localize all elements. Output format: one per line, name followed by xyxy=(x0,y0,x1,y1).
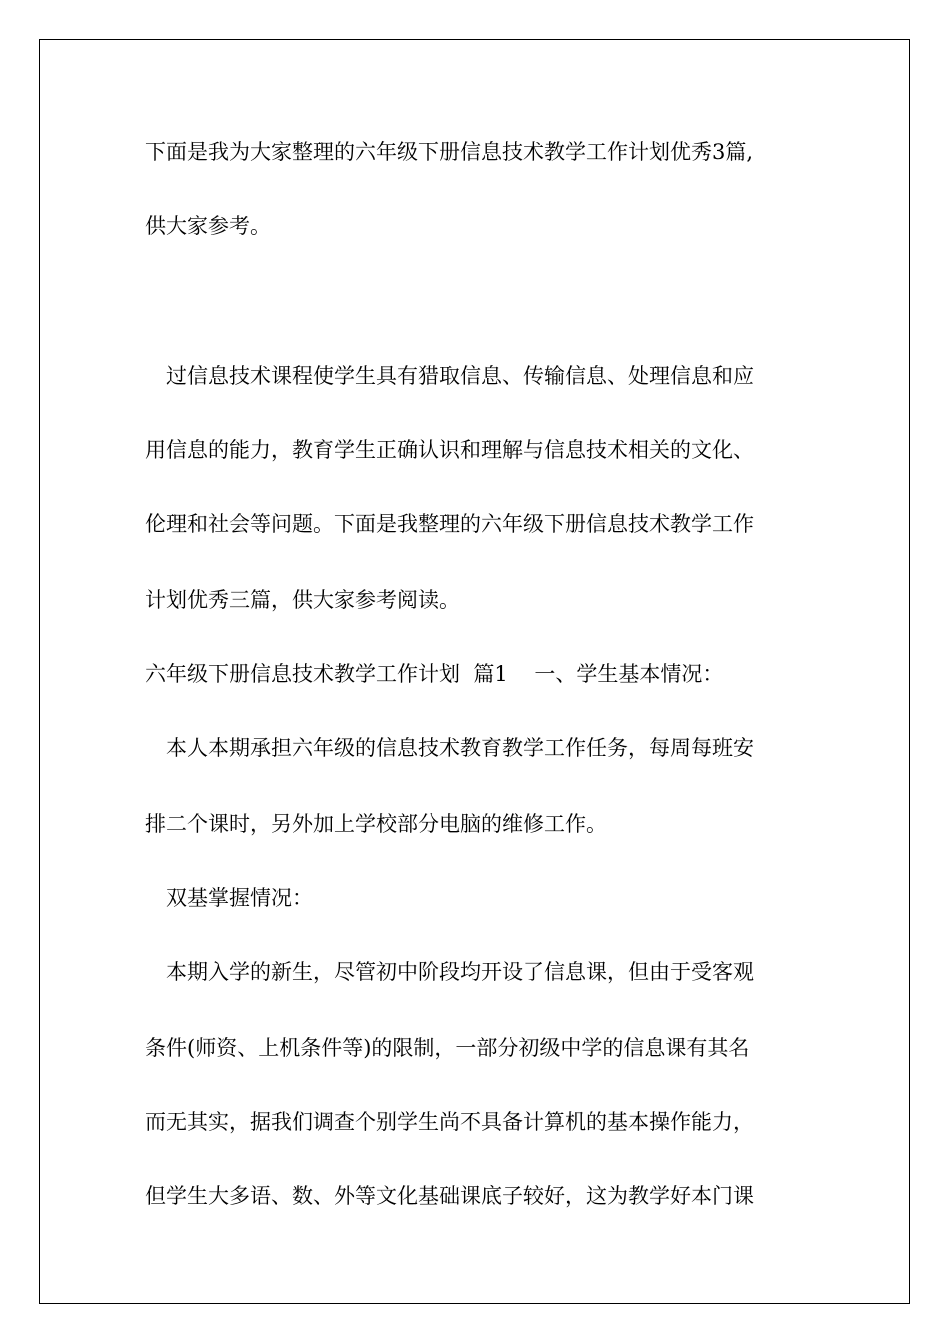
section-heading: 六年级下册信息技术教学工作计划 篇1 一、学生基本情况： xyxy=(145,662,724,686)
text-line: 而无其实，据我们调查个别学生尚不具备计算机的基本操作能力， xyxy=(145,1110,754,1134)
text-line: 下面是我为大家整理的六年级下册信息技术教学工作计划优秀3篇, xyxy=(145,140,754,164)
text-line: 计划优秀三篇，供大家参考阅读。 xyxy=(145,588,460,612)
text-line: 用信息的能力，教育学生正确认识和理解与信息技术相关的文化、 xyxy=(145,438,754,462)
text-line: 供大家参考。 xyxy=(145,214,271,238)
text-line: 伦理和社会等问题。下面是我整理的六年级下册信息技术教学工作 xyxy=(145,512,754,536)
text-line: 但学生大多语、数、外等文化基础课底子较好，这为教学好本门课 xyxy=(145,1184,754,1208)
text-line: 排二个课时，另外加上学校部分电脑的维修工作。 xyxy=(145,812,607,836)
text-line: 本期入学的新生，尽管初中阶段均开设了信息课，但由于受客观 xyxy=(166,960,754,984)
text-line: 双基掌握情况： xyxy=(166,886,313,910)
text-line: 过信息技术课程使学生具有猎取信息、传输信息、处理信息和应 xyxy=(166,364,754,388)
text-line: 条件(师资、上机条件等)的限制，一部分初级中学的信息课有其名 xyxy=(145,1036,750,1060)
text-line: 本人本期承担六年级的信息技术教育教学工作任务，每周每班安 xyxy=(166,736,754,760)
